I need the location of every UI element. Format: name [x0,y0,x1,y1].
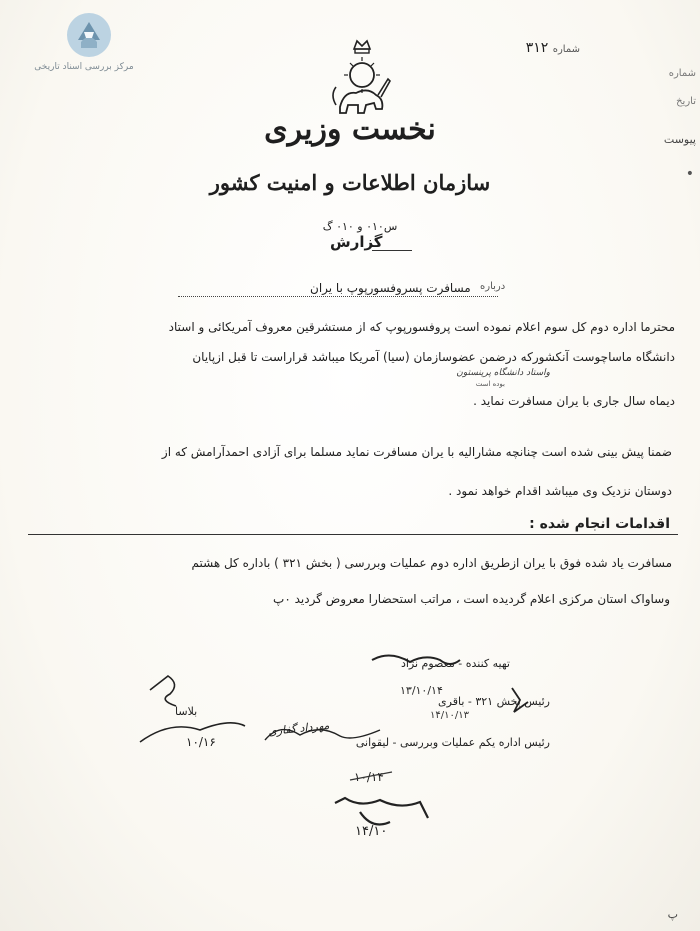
left-signature-stroke [140,676,245,742]
body-line-3: دیماه سال جاری با یران مسافرت نماید . [473,394,675,408]
prepared-by: تهیه کننده - معصوم نژاد [400,657,510,670]
handwritten-date-2: ۱۴/۱۰/۱۳ [430,710,469,721]
body-line-1: محترما اداره دوم کل سوم اعلام نموده است پروفسورپوپ که از مستشرقین معروف آمریکائی و استاد [168,320,675,334]
handwritten-date-4: ۱۴/۱۰ [355,824,388,839]
ministry-title: نخست وزیری [264,112,436,147]
handwritten-signature-name: مهرداد گفاری [267,718,330,739]
actions-line-2: وساواک استان مرکزی اعلام گردیده است ، مراتب استحضارا معروض گردید ۰پ [273,592,670,606]
continuation-mark: پ [667,908,678,921]
side-mark: • [685,166,694,182]
department-head: رئیس اداره یکم عملیات وبررسی - لیقوانی [355,736,550,749]
body-line-5: دوستان نزدیک وی میباشد اقدام خواهد نمود . [448,484,672,498]
subject-value: مسافرت پسروفسورپوپ با یران [310,281,471,295]
report-label: گزارش [330,233,383,251]
left-handwritten-date: ۱۰/۱۶ [186,735,216,749]
section-head: رئیس بخش ۳۲۱ - باقری [438,695,550,708]
document-number: شماره ۳۱۲ [525,40,580,56]
organization-title: سازمان اطلاعات و امنیت کشور [209,170,491,195]
date-scribble [350,772,392,780]
handwritten-date-3: ۱۰/۱۴ [354,770,384,784]
prep-scribble [372,655,460,664]
handwritten-date-1: ۱۳/۱۰/۱۴ [400,684,443,697]
subject-label: درباره [480,281,506,292]
handwritten-insertion-2: بوده است [475,380,505,388]
bottom-signature-stroke [335,798,428,824]
body-line-4: ضمنا پیش بینی شده است چنانچه مشارالیه با یران مسافرت نماید مسلما برای آزادی احمدآرامش که از [161,445,672,459]
body-line-2: دانشگاه ماساچوست آنکشورکه درضمن عضوسازمان (سیا) آمریکا میباشد قراراست تا قبل ازپایان [192,350,675,364]
section-signature-stroke [512,688,528,712]
actions-line-1: مسافرت یاد شده فوق با یران ازطریق اداره دوم عملیات وبررسی ( بخش ۳۲۱ ) باداره کل هشتم [191,556,672,570]
side-label-number: شماره [668,68,696,79]
actions-heading: اقدامات انجام شده : [529,516,670,532]
reference-code: س۰۱۰ و ۰۱۰ گ [322,220,398,233]
handwritten-insertion: واستاد دانشگاه پرینستون [456,368,550,378]
side-label-attachment: پیوست [663,133,696,146]
left-handwritten-note: بلاسا [175,705,198,718]
side-label-date: تاریخ [676,96,696,107]
watermark-text: مرکز بررسی اسناد تاریخی [34,62,134,72]
middle-signature-stroke [265,730,380,740]
